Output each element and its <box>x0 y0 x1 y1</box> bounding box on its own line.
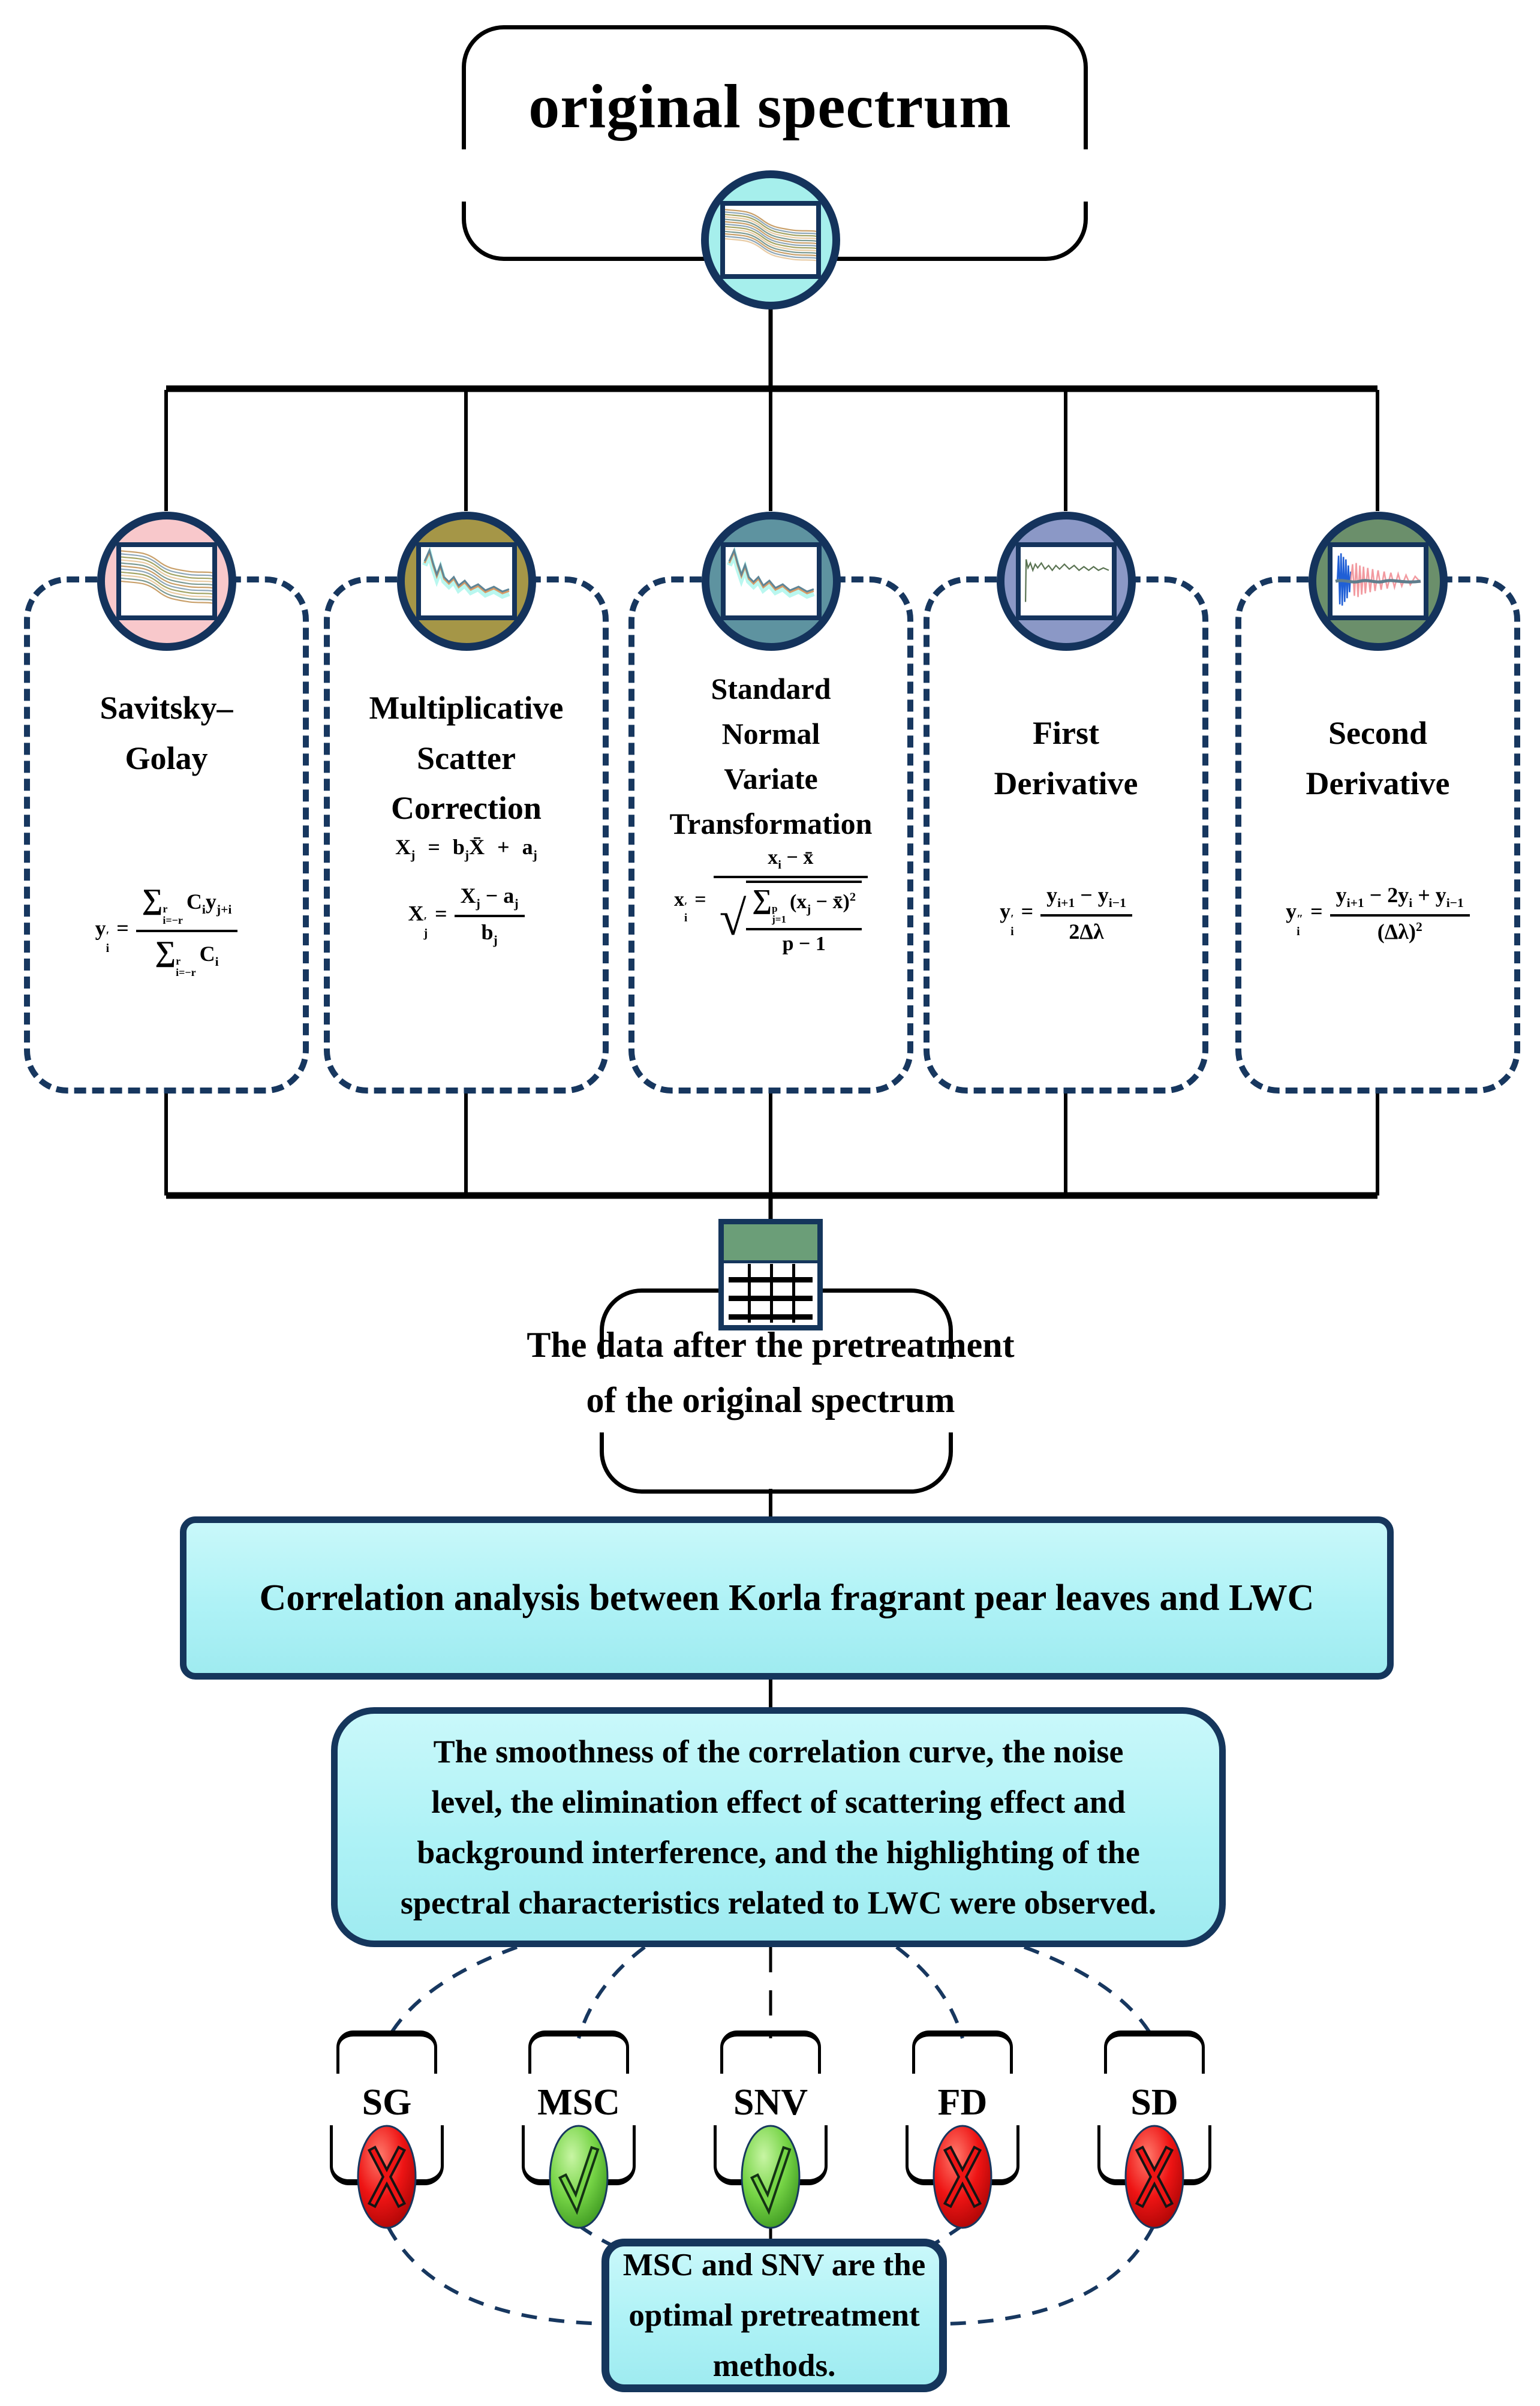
table-grid <box>729 1264 813 1323</box>
sg-formula: y ′ i = ∑ r i=−r $C_iy_{j+i}$ ∑ r i=−r $C_i$ <box>30 882 303 978</box>
observation-box: The smoothness of the correlation curve, the noise level, the elimination effect of scattering effect and background interference, and the highlighting of the spectral characteristics related to LWC were observed. <box>331 1707 1226 1947</box>
waves-icon <box>121 547 212 615</box>
noise-chart-icon <box>1333 547 1424 615</box>
sg-spectrum-icon <box>97 512 236 651</box>
method-box-snv <box>628 576 913 1094</box>
snv-formula: x ′ i = $x_i$ − x̄ √ ∑ p j=1 ($x_j$ − x̄)$^2$ p − 1 <box>634 846 907 956</box>
method-box-fd <box>924 576 1208 1094</box>
data-bracket-bottom <box>600 1432 953 1494</box>
method-title-fd: First Derivative <box>994 715 1138 801</box>
page-title: original spectrum <box>528 72 1012 141</box>
original-spectrum-icon <box>701 170 840 310</box>
result-bracket-top <box>720 2030 821 2074</box>
data-table-icon <box>718 1219 823 1330</box>
result-bracket-top <box>528 2030 629 2074</box>
data-node-label: The data after the pretreatment of the original spectrum <box>527 1325 1015 1420</box>
method-box-sd <box>1235 576 1520 1094</box>
method-box-savitsky-golay <box>24 576 309 1094</box>
result-label: SD <box>1130 2082 1178 2123</box>
result-bracket-top <box>336 2030 437 2074</box>
method-title-sg: Savitsky– Golay <box>100 690 233 776</box>
result-sg <box>321 2030 453 2185</box>
result-sd <box>1088 2030 1220 2185</box>
method-box-msc <box>324 576 609 1094</box>
msc-spectrum-icon <box>397 512 536 651</box>
result-snv <box>705 2030 837 2185</box>
correlation-analysis-box: Correlation analysis between Korla fragrant pear leaves and LWC <box>180 1516 1394 1680</box>
sd-spectrum-icon <box>1309 512 1448 651</box>
cross-icon <box>356 2124 417 2230</box>
result-label: SNV <box>733 2082 808 2123</box>
sd-formula: y ″ i = $\frac{y_{i+1} - 2y_i + y_{i-1}}{(\Delta\lambda)^2}$ <box>1241 882 1514 944</box>
table-header <box>724 1224 817 1263</box>
spectrum-chart-icon <box>720 201 821 279</box>
result-fd <box>897 2030 1028 2185</box>
cross-icon <box>932 2124 993 2230</box>
result-bracket-top <box>1104 2030 1205 2074</box>
snv-spectrum-icon <box>702 512 841 651</box>
waves-icon <box>725 206 816 274</box>
msc-formula <box>330 834 603 948</box>
fd-formula: y ′ i = $\frac{y_{i+1} - y_{i-1}}{2\Delta\lambda}$ <box>930 882 1202 944</box>
conclusion-box: MSC and SNV are the optimal pretreatment methods. <box>601 2239 947 2392</box>
result-label: MSC <box>537 2082 620 2123</box>
fd-spectrum-icon <box>997 512 1136 651</box>
jagged-chart-icon <box>421 547 512 615</box>
check-icon <box>548 2124 609 2230</box>
jagged-chart-icon <box>726 547 817 615</box>
method-title-snv: Standard Normal Variate Transformation <box>669 672 873 840</box>
msc-formula-line2: X ′ j = $\frac{X_j - a_j}{b_j}$ <box>330 883 603 948</box>
derivative-chart-icon <box>1021 547 1112 615</box>
method-title-sd: Second Derivative <box>1306 715 1450 801</box>
result-msc <box>513 2030 645 2185</box>
result-label: FD <box>937 2082 988 2123</box>
result-bracket-top <box>912 2030 1013 2074</box>
check-icon <box>740 2124 801 2230</box>
result-label: SG <box>362 2082 412 2123</box>
method-title-msc: Multiplicative Scatter Correction <box>369 690 564 827</box>
msc-formula-line1: $X_j$ = $b_jX̄ + a_j$ <box>395 835 537 863</box>
cross-icon <box>1124 2124 1185 2230</box>
